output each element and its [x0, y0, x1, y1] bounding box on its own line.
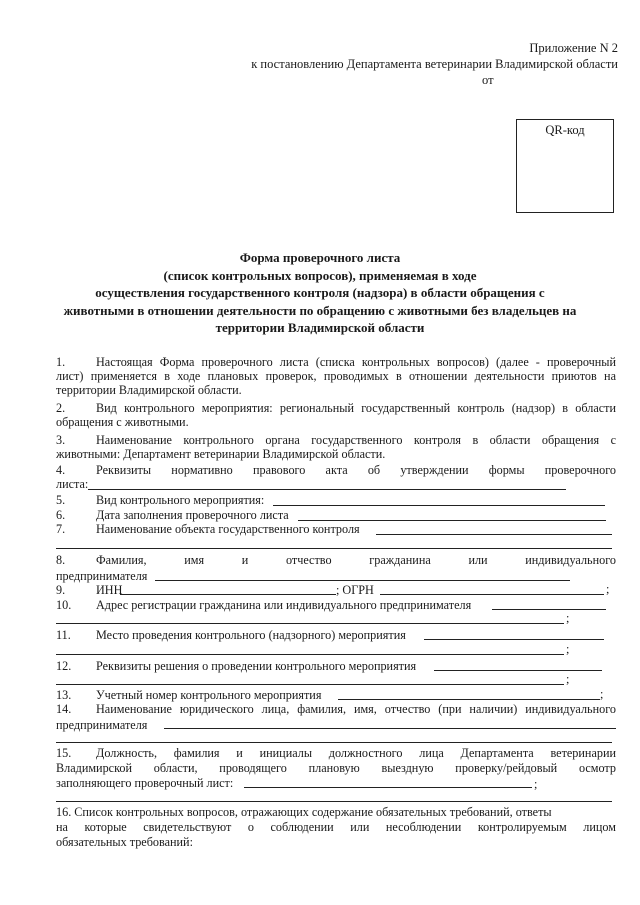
item-text: Вид контрольного мероприятия: региональный государственный контроль (надзор) в области [96, 401, 616, 415]
title-line-3: осуществления государственного контроля (надзора) в области обращения с [95, 285, 545, 300]
fill-line[interactable] [273, 505, 605, 506]
item-number: 2. [56, 401, 66, 415]
form-title [40, 249, 600, 337]
item-text: Наименование объекта государственного контроля [96, 522, 360, 536]
inn-label: ИНН [96, 583, 123, 597]
fill-line[interactable] [56, 623, 564, 624]
item-text: обязательных требований: [56, 835, 193, 849]
item-text: животными: Департамент ветеринарии Владимирской области. [56, 447, 386, 461]
fill-line[interactable] [424, 639, 604, 640]
inn-field[interactable] [120, 594, 336, 595]
fill-line[interactable] [376, 534, 612, 535]
item-text: Место проведения контрольного (надзорного) мероприятия [96, 628, 406, 642]
date-from-label: от [482, 73, 494, 87]
item-text: территории Владимирской области. [56, 383, 242, 397]
fill-line[interactable] [56, 548, 612, 549]
line-end: ; [566, 642, 570, 656]
item-number: 11. [56, 628, 71, 642]
item-number: 7. [56, 522, 66, 536]
appendix-number: Приложение N 2 [529, 41, 618, 55]
item-text: Реквизиты нормативно правового акта об утверждении формы проверочного [96, 463, 616, 477]
fill-line[interactable] [56, 654, 564, 655]
item-number: 9. [56, 583, 66, 597]
qr-code-label: QR-код [545, 123, 585, 137]
fill-line[interactable] [492, 609, 606, 610]
item-text: заполняющего проверочный лист: [56, 776, 234, 790]
item-text: Вид контрольного мероприятия: [96, 493, 265, 507]
item-number: 6. [56, 508, 66, 522]
fill-line[interactable] [56, 684, 564, 685]
title-line-1: Форма проверочного листа [239, 250, 401, 265]
item-text: обращения с животными. [56, 415, 189, 429]
item-text: предпринимателя [56, 569, 148, 583]
item-number: 14. [56, 702, 72, 716]
title-line-2: (список контрольных вопросов), применяемая в ходе [163, 267, 477, 283]
item-text: предпринимателя [56, 718, 148, 732]
item-text: 16. Список контрольных вопросов, отражающих содержание обязательных требований, ответы [56, 805, 552, 819]
qr-code-box [516, 119, 614, 213]
item-text: Наименование контрольного органа государственного контроля в области обращения с [96, 433, 616, 447]
fill-line[interactable] [338, 699, 600, 700]
item-text: Должность, фамилия и инициалы должностного лица Департамента ветеринарии [96, 746, 616, 760]
line-end: ; [600, 687, 604, 701]
item-number: 4. [56, 463, 66, 477]
item-number: 1. [56, 355, 66, 369]
item-text: Адрес регистрации гражданина или индивидуального предпринимателя [96, 598, 472, 612]
item-number: 5. [56, 493, 66, 507]
item-number: 3. [56, 433, 66, 447]
fill-line[interactable] [244, 787, 532, 788]
item-number: 15. [56, 746, 72, 760]
item-text: Фамилия, имя и отчество гражданина или индивидуального [96, 553, 616, 567]
item-number: 13. [56, 688, 72, 702]
ogrn-label: ; ОГРН [336, 583, 374, 597]
resolution-reference: к постановлению Департамента ветеринарии Владимирской области [251, 57, 618, 71]
ogrn-field[interactable] [380, 594, 604, 595]
title-line-5: территории Владимирской области [215, 320, 425, 335]
item-text: Владимирской области, проводящего плановую выездную проверку/рейдовый осмотр [56, 761, 616, 775]
fill-line[interactable] [155, 580, 570, 581]
item-number: 12. [56, 659, 72, 673]
line-end: ; [606, 582, 610, 596]
item-text: Настоящая Форма проверочного листа (списка контрольных вопросов) (далее - проверочный [96, 355, 616, 369]
item-text: лист) применяется в ходе плановых проверок, проводимых в отношении деятельности приютов на [56, 369, 616, 383]
item-text: Наименование юридического лица, фамилия, имя, отчество (при наличии) индивидуального [96, 702, 616, 716]
item-text: листа: [56, 477, 89, 491]
fill-line[interactable] [298, 520, 606, 521]
item-text: на которые свидетельствуют о соблюдении или несоблюдении контролируемым лицом [56, 820, 616, 834]
item-number: 10. [56, 598, 72, 612]
item-text: Учетный номер контрольного мероприятия [96, 688, 322, 702]
fill-line[interactable] [434, 670, 602, 671]
line-end: ; [534, 777, 538, 791]
fill-line[interactable] [56, 742, 612, 743]
line-end: ; [566, 672, 570, 686]
fill-line[interactable] [88, 489, 566, 490]
title-line-4: животными в отношении деятельности по обращению с животными без владельцев на [63, 302, 577, 318]
fill-line[interactable] [164, 728, 616, 729]
line-end: ; [566, 611, 570, 625]
item-text: Дата заполнения проверочного листа [96, 508, 289, 522]
item-number: 8. [56, 553, 66, 567]
item-text: Реквизиты решения о проведении контрольного мероприятия [96, 659, 417, 673]
fill-line[interactable] [56, 801, 612, 802]
